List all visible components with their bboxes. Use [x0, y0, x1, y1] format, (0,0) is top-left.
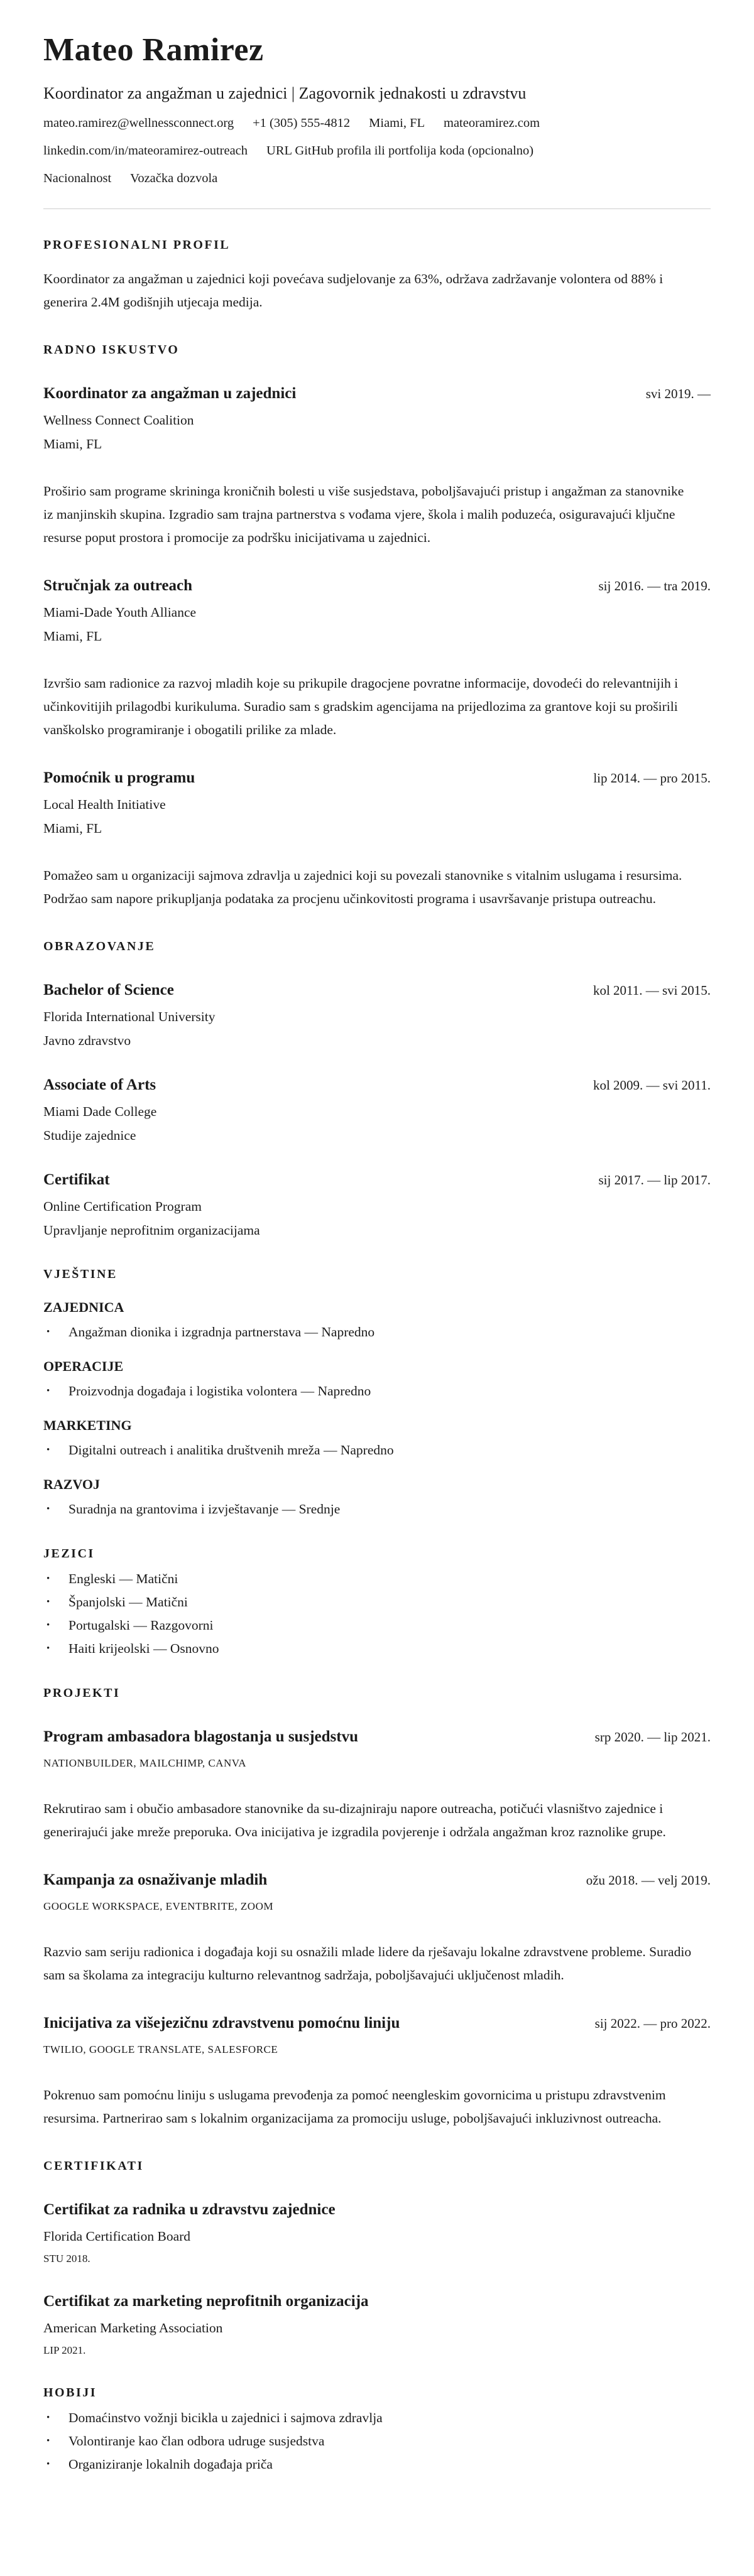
job-location: Miami, FL: [43, 820, 102, 836]
section-experience: [43, 343, 711, 911]
project-head: [43, 1871, 711, 1889]
skills-category-title: ZAJEDNICA: [43, 1299, 124, 1315]
project-head: [43, 1728, 711, 1746]
languages-list: [43, 1570, 711, 1657]
hobby-item-label: Volontiranje kao član odbora udruge susjedstva: [68, 2433, 325, 2449]
section-skills: [43, 1267, 711, 1518]
job-head: [43, 385, 711, 403]
person-tagline: Koordinator za angažman u zajednici | Zagovornik jednakosti u zdravstvu: [43, 84, 527, 102]
project-date: ožu 2018. — velj 2019.: [586, 1872, 711, 1888]
job-head: [43, 577, 711, 595]
skills-category: [43, 1299, 711, 1341]
hobby-item-label: Organiziranje lokalnih događaja priča: [68, 2456, 273, 2472]
skills-category: [43, 1417, 711, 1459]
language-item-label: Španjolski — Matični: [68, 1594, 188, 1610]
bullet-icon: •: [46, 1643, 50, 1653]
bullet-icon: •: [46, 2459, 50, 2469]
certificate-entry: [43, 2201, 711, 2265]
section-profile: [43, 238, 711, 314]
degree-title: Certifikat: [43, 1171, 110, 1188]
project-date: sij 2022. — pro 2022.: [594, 2015, 711, 2031]
project-head: [43, 2015, 711, 2032]
school-name: Online Certification Program: [43, 1198, 202, 1214]
hobbies-list: [43, 2409, 711, 2473]
certificate-entry: [43, 2293, 711, 2357]
certificate-issuer: American Marketing Association: [43, 2320, 223, 2335]
bullet-icon: •: [46, 1620, 50, 1630]
hobby-item: [43, 2455, 711, 2473]
language-item: [43, 1570, 711, 1588]
contact-row: [43, 144, 711, 158]
contact-row: [43, 171, 711, 186]
education-entry: [43, 982, 711, 1049]
section-title: CERTIFIKATI: [43, 2158, 144, 2173]
education-entry: [43, 1171, 711, 1238]
skills-category-title: RAZVOJ: [43, 1476, 101, 1492]
section-title: VJEŠTINE: [43, 1267, 117, 1281]
skill-item: [43, 1382, 711, 1400]
skill-item: [43, 1441, 711, 1459]
bullet-icon: •: [46, 1444, 50, 1455]
project-tools: NATIONBUILDER, MAILCHIMP, CANVA: [43, 1756, 247, 1769]
certificate-issuer: Florida Certification Board: [43, 2228, 191, 2244]
job-entry: [43, 385, 711, 549]
contact-website: mateoramirez.com: [444, 116, 540, 130]
education-date: kol 2009. — svi 2011.: [593, 1077, 711, 1093]
education-head: [43, 1076, 711, 1094]
job-company: Miami-Dade Youth Alliance: [43, 604, 197, 620]
project-title: Program ambasadora blagostanja u susjedstvu: [43, 1728, 358, 1745]
skill-item: [43, 1500, 711, 1518]
language-item-label: Haiti krijeolski — Osnovno: [68, 1640, 219, 1656]
job-date: svi 2019. —: [645, 386, 711, 401]
certificate-title: Certifikat za radnika u zdravstvu zajednice: [43, 2200, 336, 2218]
profile-text: Koordinator za angažman u zajednici koji povećava sudjelovanje za 63%, održava zadržavanje volontera od 88% i generira 2.4M godišnjih utjecaja medija.: [43, 271, 664, 310]
project-tools: TWILIO, GOOGLE TRANSLATE, SALESFORCE: [43, 2043, 278, 2055]
education-date: kol 2011. — svi 2015.: [593, 982, 711, 998]
skills-list: [43, 1500, 711, 1518]
section-title: HOBIJI: [43, 2385, 97, 2400]
job-description: Pomažeo sam u organizaciji sajmova zdravlja u zajednici koji su povezali stanovnike s vitalnim uslugama i resursima. Podržao sam napore prikupljanja podataka za procjenu učinkovitosti programa i usavršavanje pristupa outreachu.: [43, 867, 682, 906]
hobby-item: [43, 2432, 711, 2450]
contact-github-placeholder: URL GitHub profila ili portfolija koda (opcionalno): [266, 143, 534, 158]
header-divider: [43, 208, 711, 209]
bullet-icon: •: [46, 1573, 50, 1584]
section-hobbies: [43, 2386, 711, 2473]
job-title: Koordinator za angažman u zajednici: [43, 384, 297, 402]
job-head: [43, 769, 711, 787]
job-entry: [43, 577, 711, 742]
project-description: Rekrutirao sam i obučio ambasadore stanovnike da su-dizajniraju napore outreacha, potičući vlasništvo zajednice i generirajući jake mreže preporuka. Ova inicijativa je izgradila povjerenje i održala angažman kroz raznolike grupe.: [43, 1800, 666, 1839]
language-item-label: Portugalski — Razgovorni: [68, 1617, 214, 1633]
field-of-study: Studije zajednice: [43, 1127, 136, 1143]
contact-location: Miami, FL: [369, 116, 425, 130]
skills-list: [43, 1382, 711, 1400]
education-head: [43, 1171, 711, 1189]
project-title: Kampanja za osnaživanje mladih: [43, 1871, 268, 1888]
job-date: sij 2016. — tra 2019.: [598, 578, 711, 593]
section-title: OBRAZOVANJE: [43, 939, 156, 953]
project-description: Pokrenuo sam pomoćnu liniju s uslugama prevođenja za pomoć neengleskim govornicima u pristupu zdravstvenim resursima. Partnerirao sam s lokalnim organizacijama za promociju usluge, poboljšavajući inkluzivnost outreacha.: [43, 2087, 666, 2126]
project-entry: [43, 1871, 711, 1987]
project-date: srp 2020. — lip 2021.: [594, 1729, 711, 1745]
bullet-icon: •: [46, 1385, 50, 1396]
skills-list: [43, 1323, 711, 1341]
section-education: [43, 939, 711, 1238]
certificate-date: LIP 2021.: [43, 2344, 86, 2356]
project-title: Inicijativa za višejezičnu zdravstvenu pomoćnu liniju: [43, 2014, 400, 2032]
field-of-study: Upravljanje neprofitnim organizacijama: [43, 1222, 260, 1238]
bullet-icon: •: [46, 1503, 50, 1514]
job-date: lip 2014. — pro 2015.: [593, 770, 711, 786]
skills-category-title: MARKETING: [43, 1417, 132, 1433]
degree-title: Associate of Arts: [43, 1076, 156, 1093]
project-entry: [43, 2015, 711, 2130]
job-entry: [43, 769, 711, 911]
education-entry: [43, 1076, 711, 1144]
contact-email: mateo.ramirez@wellnessconnect.org: [43, 116, 234, 130]
bullet-icon: •: [46, 2435, 50, 2446]
certificate-date: STU 2018.: [43, 2252, 90, 2265]
language-item: [43, 1593, 711, 1611]
job-description: Proširio sam programe skrininga kroničnih bolesti u više susjedstava, poboljšavajući pristup i angažman za stanovnike iz manjinskih skupina. Izgradio sam trajna partnerstva s vođama vjere, škola i malih poduzeća, osiguravajući ključne resurse poput prostora i promocije za podršku inicijativama u zajednici.: [43, 483, 684, 545]
education-head: [43, 982, 711, 999]
section-languages: [43, 1547, 711, 1657]
skill-item-label: Proizvodnja događaja i logistika volontera — Napredno: [68, 1383, 371, 1399]
hobby-item: [43, 2409, 711, 2427]
section-title: PROFESIONALNI PROFIL: [43, 237, 231, 252]
job-location: Miami, FL: [43, 436, 102, 452]
skills-category: [43, 1358, 711, 1400]
skills-category: [43, 1476, 711, 1518]
job-company: Wellness Connect Coalition: [43, 412, 194, 428]
person-name: Mateo Ramirez: [43, 32, 264, 68]
contact-linkedin: linkedin.com/in/mateoramirez-outreach: [43, 143, 248, 158]
contact-phone: +1 (305) 555-4812: [253, 116, 351, 130]
school-name: Florida International University: [43, 1009, 216, 1024]
bullet-icon: •: [46, 1326, 50, 1337]
skill-item-label: Suradnja na grantovima i izvještavanje — Srednje: [68, 1501, 341, 1517]
skill-item-label: Digitalni outreach i analitika društvenih mreža — Napredno: [68, 1442, 394, 1458]
certificate-title: Certifikat za marketing neprofitnih organizacija: [43, 2292, 369, 2310]
hobby-item-label: Domaćinstvo vožnji bicikla u zajednici i sajmova zdravlja: [68, 2410, 383, 2425]
job-location: Miami, FL: [43, 628, 102, 644]
section-title: PROJEKTI: [43, 1686, 121, 1700]
section-title: RADNO ISKUSTVO: [43, 342, 180, 357]
skill-item-label: Angažman dionika i izgradnja partnerstava — Napredno: [68, 1324, 375, 1339]
skills-list: [43, 1441, 711, 1459]
header: [43, 31, 711, 209]
contact-nationality: Nacionalnost: [43, 171, 112, 185]
job-description: Izvršio sam radionice za razvoj mladih koje su prikupile dragocjene povratne informacije, dovodeći do relevantnijih i učinkovitijih prilagodbi kurikuluma. Suradio sam s gradskim agencijama na prijedlozima za grantove koji su proširili vanškolsko programiranje i obogatili prilike za mlade.: [43, 675, 679, 737]
skill-item: [43, 1323, 711, 1341]
bullet-icon: •: [46, 2412, 50, 2423]
contact-row: [43, 116, 711, 131]
job-company: Local Health Initiative: [43, 796, 166, 812]
language-item-label: Engleski — Matični: [68, 1571, 178, 1586]
contact-driving-license: Vozačka dozvola: [130, 171, 218, 185]
language-item: [43, 1616, 711, 1634]
section-title: JEZICI: [43, 1546, 95, 1561]
field-of-study: Javno zdravstvo: [43, 1032, 131, 1048]
school-name: Miami Dade College: [43, 1103, 157, 1119]
job-title: Pomoćnik u programu: [43, 769, 195, 786]
section-projects: [43, 1686, 711, 2130]
job-title: Stručnjak za outreach: [43, 576, 193, 594]
project-description: Razvio sam seriju radionica i događaja koji su osnažili mlade lidere da rješavaju lokalne zdravstvene probleme. Suradio sam sa školama za integraciju kulturno relevantnog sadržaja, poboljšavajući uključenost mladih.: [43, 1944, 692, 1983]
language-item: [43, 1640, 711, 1657]
education-date: sij 2017. — lip 2017.: [598, 1172, 711, 1188]
project-tools: GOOGLE WORKSPACE, EVENTBRITE, ZOOM: [43, 1900, 273, 1912]
project-entry: [43, 1728, 711, 1844]
bullet-icon: •: [46, 1596, 50, 1607]
section-certificates: [43, 2159, 711, 2357]
degree-title: Bachelor of Science: [43, 981, 174, 998]
skills-category-title: OPERACIJE: [43, 1358, 124, 1374]
